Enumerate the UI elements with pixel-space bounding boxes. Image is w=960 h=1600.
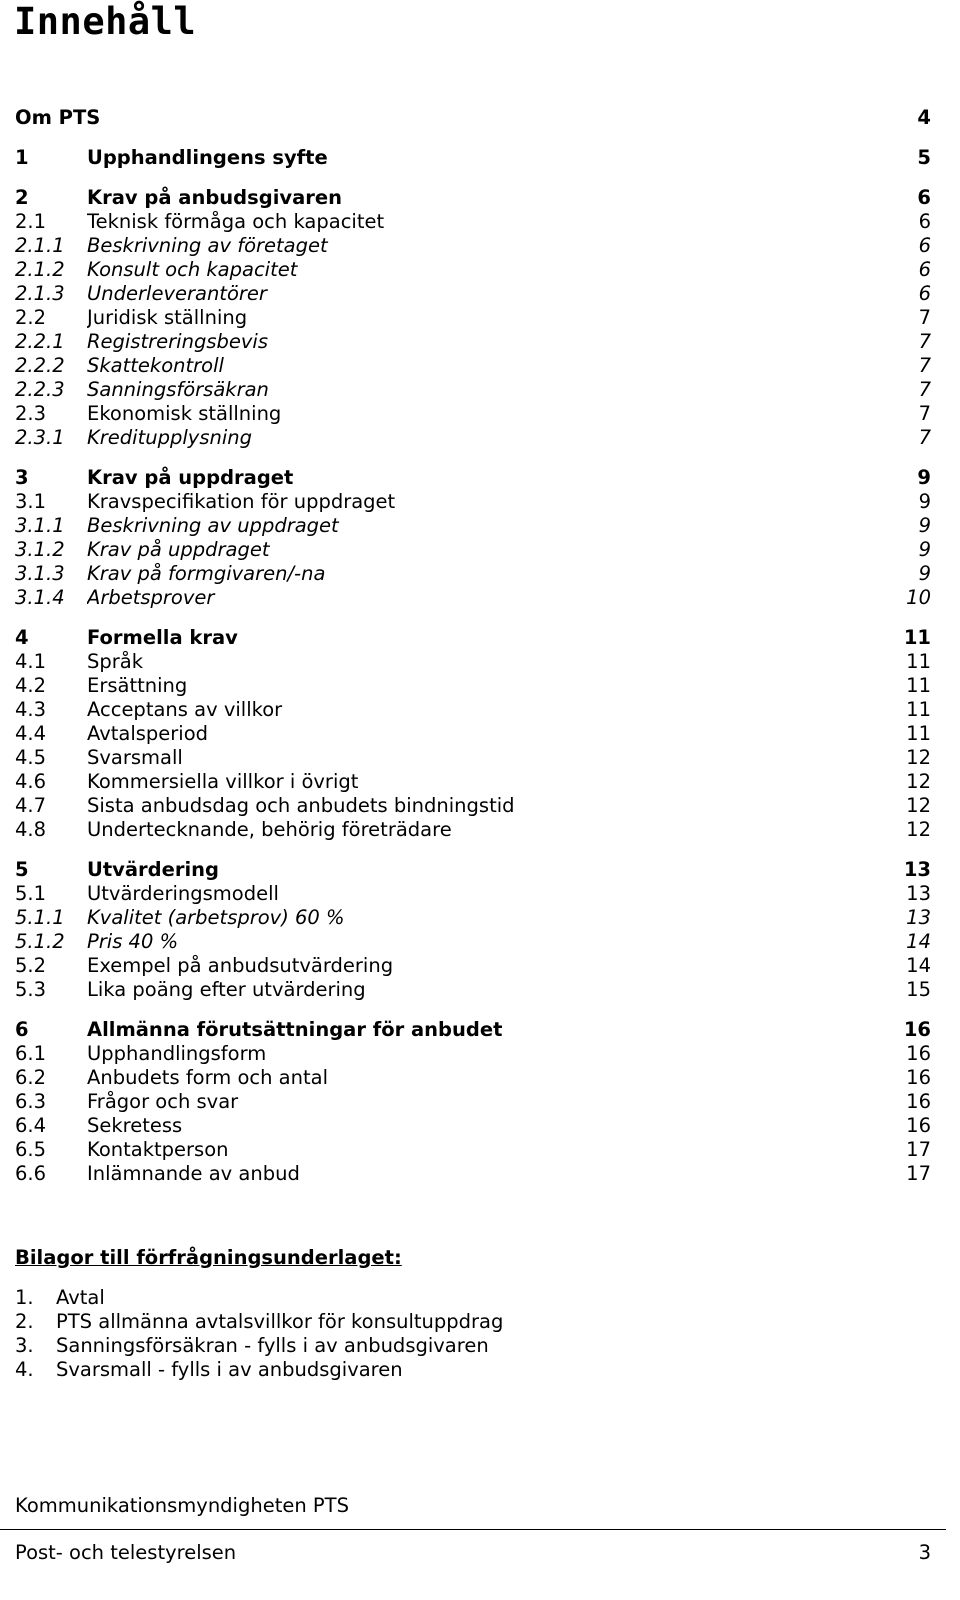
toc-entry-title: Underleverantörer: [87, 282, 267, 305]
toc-entry[interactable]: [15, 306, 931, 330]
attachment-title: Svarsmall - fylls i av anbudsgivaren: [56, 1358, 403, 1381]
toc-entry[interactable]: [15, 378, 931, 402]
toc-entry-title: Exempel på anbudsutvärdering: [87, 954, 394, 977]
toc-entry-number: 3.1.2: [15, 538, 65, 561]
toc-entry-title: Sista anbudsdag och anbudets bindningstid: [87, 794, 515, 817]
toc-entry-page: 13: [903, 858, 931, 881]
toc-entry-title: Allmänna förutsättningar för anbudet: [87, 1018, 503, 1041]
attachment-item: [15, 1310, 931, 1334]
toc-entry-title: Inlämnande av anbud: [87, 1162, 300, 1185]
toc-section: [15, 106, 931, 130]
toc-entry-page: 6: [917, 186, 931, 209]
toc-entry-number: 5: [15, 858, 29, 881]
toc-section: [15, 858, 931, 1002]
toc-entry-page: 7: [918, 306, 931, 329]
toc-entry[interactable]: [15, 978, 931, 1002]
toc-entry-page: 16: [903, 1018, 931, 1041]
toc-entry-number: 4.1: [15, 650, 47, 673]
toc-entry-title: Krav på formgivaren/-na: [87, 562, 326, 585]
toc-entry-page: 11: [903, 626, 931, 649]
toc-entry-page: 12: [906, 770, 931, 793]
toc-entry-title: Acceptans av villkor: [87, 698, 283, 721]
toc-entry-number: 2.1.3: [15, 282, 65, 305]
toc-entry[interactable]: [15, 954, 931, 978]
toc-entry-title: Kontaktperson: [87, 1138, 229, 1161]
toc-entry[interactable]: [15, 586, 931, 610]
toc-entry-title: Kreditupplysning: [87, 426, 252, 449]
toc-entry-page: 6: [918, 258, 931, 281]
toc-entry-page: 17: [906, 1162, 931, 1185]
toc-entry-title: Kvalitet (arbetsprov) 60 %: [87, 906, 345, 929]
toc-entry-number: 4.5: [15, 746, 47, 769]
toc-entry-title: Konsult och kapacitet: [87, 258, 298, 281]
toc-entry-page: 9: [918, 490, 931, 513]
page-title: Innehåll: [14, 0, 197, 43]
footer-bar: [15, 1541, 931, 1565]
toc-entry-number: 4.3: [15, 698, 47, 721]
toc-entry[interactable]: [15, 1114, 931, 1138]
toc-entry-page: 11: [906, 650, 931, 673]
toc-entry-page: 7: [918, 330, 931, 353]
toc-entry-number: 4.7: [15, 794, 47, 817]
toc-entry-number: 6.1: [15, 1042, 47, 1065]
toc-entry-page: 7: [918, 402, 931, 425]
footer-divider: [0, 1529, 946, 1530]
page-number: 3: [918, 1541, 931, 1564]
toc-entry[interactable]: [15, 426, 931, 450]
toc-entry-title: Registreringsbevis: [87, 330, 268, 353]
toc-entry-number: 3.1.3: [15, 562, 65, 585]
toc-entry-number: 3: [15, 466, 29, 489]
toc-entry[interactable]: [15, 490, 931, 514]
toc-entry-title: Pris 40 %: [87, 930, 179, 953]
toc-entry-number: Om PTS: [15, 106, 101, 129]
toc-section: [15, 626, 931, 842]
attachment-number: 4.: [15, 1358, 34, 1381]
attachments-section: [15, 1246, 931, 1382]
toc-entry-number: 1: [15, 146, 29, 169]
table-of-contents: [15, 106, 931, 1202]
toc-entry-title: Beskrivning av företaget: [87, 234, 328, 257]
toc-entry-title: Beskrivning av uppdraget: [87, 514, 339, 537]
toc-entry-page: 9: [918, 562, 931, 585]
toc-entry-number: 3.1.1: [15, 514, 65, 537]
toc-entry-number: 6.4: [15, 1114, 47, 1137]
toc-entry-title: Utvärderingsmodell: [87, 882, 279, 905]
toc-entry-title: Sekretess: [87, 1114, 183, 1137]
toc-entry-number: 4.4: [15, 722, 47, 745]
toc-entry-number: 6.3: [15, 1090, 47, 1113]
attachments-heading: Bilagor till förfrågningsunderlaget:: [15, 1246, 402, 1269]
toc-entry[interactable]: [15, 1138, 931, 1162]
toc-entry[interactable]: [15, 354, 931, 378]
toc-entry-page: 7: [918, 354, 931, 377]
toc-entry-number: 4.6: [15, 770, 47, 793]
toc-entry-number: 4.8: [15, 818, 47, 841]
toc-entry-number: 2.3.1: [15, 426, 65, 449]
toc-entry-page: 16: [906, 1114, 931, 1137]
toc-entry-title: Anbudets form och antal: [87, 1066, 329, 1089]
toc-entry-page: 6: [918, 210, 931, 233]
toc-entry-title: Svarsmall: [87, 746, 183, 769]
toc-entry[interactable]: [15, 282, 931, 306]
toc-entry[interactable]: [15, 770, 931, 794]
toc-entry-title: Utvärdering: [87, 858, 219, 881]
toc-entry[interactable]: [15, 818, 931, 842]
toc-entry-number: 5.1: [15, 882, 47, 905]
toc-entry[interactable]: [15, 234, 931, 258]
attachment-number: 1.: [15, 1286, 34, 1309]
toc-entry-number: 6.6: [15, 1162, 47, 1185]
toc-entry-number: 3.1.4: [15, 586, 65, 609]
toc-entry[interactable]: [15, 186, 931, 210]
attachment-item: [15, 1286, 931, 1310]
toc-entry[interactable]: [15, 106, 931, 130]
toc-entry-number: 4.2: [15, 674, 47, 697]
footer-agency: Post- och telestyrelsen: [15, 1541, 237, 1564]
toc-entry-page: 11: [906, 674, 931, 697]
toc-entry-page: 7: [918, 426, 931, 449]
toc-section: [15, 466, 931, 610]
toc-entry-number: 6.5: [15, 1138, 47, 1161]
attachment-title: PTS allmänna avtalsvillkor för konsultuppdrag: [56, 1310, 504, 1333]
toc-entry[interactable]: [15, 722, 931, 746]
toc-entry-title: Krav på anbudsgivaren: [87, 186, 342, 209]
toc-entry-page: 14: [906, 930, 931, 953]
toc-entry[interactable]: [15, 538, 931, 562]
toc-entry[interactable]: [15, 258, 931, 282]
attachment-number: 3.: [15, 1334, 34, 1357]
attachment-title: Sanningsförsäkran - fylls i av anbudsgivaren: [56, 1334, 489, 1357]
toc-entry-number: 5.1.1: [15, 906, 65, 929]
toc-entry-title: Krav på uppdraget: [87, 466, 294, 489]
toc-entry-page: 9: [917, 466, 931, 489]
toc-entry[interactable]: [15, 1090, 931, 1114]
toc-entry-number: 2.1: [15, 210, 47, 233]
toc-section: [15, 1018, 931, 1186]
toc-entry[interactable]: [15, 746, 931, 770]
toc-entry[interactable]: [15, 626, 931, 650]
toc-entry-page: 4: [917, 106, 931, 129]
toc-entry[interactable]: [15, 674, 931, 698]
toc-entry-title: Ekonomisk ställning: [87, 402, 282, 425]
toc-entry[interactable]: [15, 698, 931, 722]
toc-entry-title: Avtalsperiod: [87, 722, 209, 745]
toc-entry-page: 5: [917, 146, 931, 169]
toc-entry-title: Språk: [87, 650, 144, 673]
toc-entry[interactable]: [15, 1066, 931, 1090]
toc-entry-number: 5.2: [15, 954, 47, 977]
toc-entry-title: Skattekontroll: [87, 354, 224, 377]
toc-entry-number: 6.2: [15, 1066, 47, 1089]
toc-entry[interactable]: [15, 1162, 931, 1186]
toc-entry[interactable]: [15, 1042, 931, 1066]
toc-entry-title: Arbetsprover: [87, 586, 215, 609]
toc-entry[interactable]: [15, 562, 931, 586]
toc-entry-page: 16: [906, 1066, 931, 1089]
toc-entry[interactable]: [15, 882, 931, 906]
toc-entry-number: 2.2.2: [15, 354, 65, 377]
toc-entry-number: 5.1.2: [15, 930, 65, 953]
toc-entry-title: Lika poäng efter utvärdering: [87, 978, 366, 1001]
toc-entry-page: 15: [906, 978, 931, 1001]
toc-entry-title: Sanningsförsäkran: [87, 378, 269, 401]
toc-entry-page: 12: [906, 794, 931, 817]
toc-entry-page: 13: [906, 906, 931, 929]
toc-entry-title: Upphandlingsform: [87, 1042, 267, 1065]
attachment-item: [15, 1358, 931, 1382]
toc-entry-title: Ersättning: [87, 674, 188, 697]
toc-entry-title: Teknisk förmåga och kapacitet: [87, 210, 385, 233]
toc-entry-number: 2: [15, 186, 29, 209]
toc-entry[interactable]: [15, 330, 931, 354]
toc-entry-page: 16: [906, 1090, 931, 1113]
toc-entry-number: 5.3: [15, 978, 47, 1001]
toc-entry-page: 11: [906, 698, 931, 721]
toc-entry-title: Kommersiella villkor i övrigt: [87, 770, 359, 793]
attachment-title: Avtal: [56, 1286, 105, 1309]
toc-entry-number: 2.2.1: [15, 330, 65, 353]
footer-organization: Kommunikationsmyndigheten PTS: [15, 1494, 349, 1517]
toc-entry-page: 6: [918, 234, 931, 257]
toc-entry[interactable]: [15, 514, 931, 538]
toc-entry-number: 3.1: [15, 490, 47, 513]
toc-entry-title: Juridisk ställning: [87, 306, 248, 329]
toc-entry-title: Kravspecifikation för uppdraget: [87, 490, 396, 513]
toc-entry[interactable]: [15, 794, 931, 818]
toc-entry[interactable]: [15, 650, 931, 674]
toc-entry[interactable]: [15, 466, 931, 490]
toc-section: [15, 146, 931, 170]
toc-entry[interactable]: [15, 210, 931, 234]
toc-entry-title: Krav på uppdraget: [87, 538, 270, 561]
toc-entry[interactable]: [15, 146, 931, 170]
toc-entry-number: 2.1.1: [15, 234, 65, 257]
toc-entry[interactable]: [15, 402, 931, 426]
attachment-item: [15, 1334, 931, 1358]
toc-entry-number: 6: [15, 1018, 29, 1041]
toc-entry-title: Formella krav: [87, 626, 238, 649]
toc-entry-number: 2.2.3: [15, 378, 65, 401]
toc-entry[interactable]: [15, 1018, 931, 1042]
toc-entry-title: Undertecknande, behörig företrädare: [87, 818, 452, 841]
toc-section: [15, 186, 931, 450]
toc-entry[interactable]: [15, 858, 931, 882]
toc-entry-number: 2.3: [15, 402, 47, 425]
attachments-list: [15, 1286, 931, 1382]
toc-entry-page: 12: [906, 746, 931, 769]
toc-entry-page: 9: [918, 514, 931, 537]
toc-entry-page: 17: [906, 1138, 931, 1161]
toc-entry-number: 2.1.2: [15, 258, 65, 281]
toc-entry-page: 10: [906, 586, 931, 609]
attachment-number: 2.: [15, 1310, 34, 1333]
toc-entry-page: 12: [906, 818, 931, 841]
toc-entry-page: 14: [906, 954, 931, 977]
toc-entry-title: Frågor och svar: [87, 1090, 239, 1113]
toc-entry-number: 4: [15, 626, 29, 649]
toc-entry-title: Upphandlingens syfte: [87, 146, 328, 169]
toc-entry-page: 13: [906, 882, 931, 905]
toc-entry-page: 11: [906, 722, 931, 745]
toc-entry-page: 9: [918, 538, 931, 561]
toc-entry-page: 6: [918, 282, 931, 305]
toc-entry[interactable]: [15, 906, 931, 930]
toc-entry-number: 2.2: [15, 306, 47, 329]
toc-entry[interactable]: [15, 930, 931, 954]
toc-entry-page: 7: [918, 378, 931, 401]
toc-entry-page: 16: [906, 1042, 931, 1065]
